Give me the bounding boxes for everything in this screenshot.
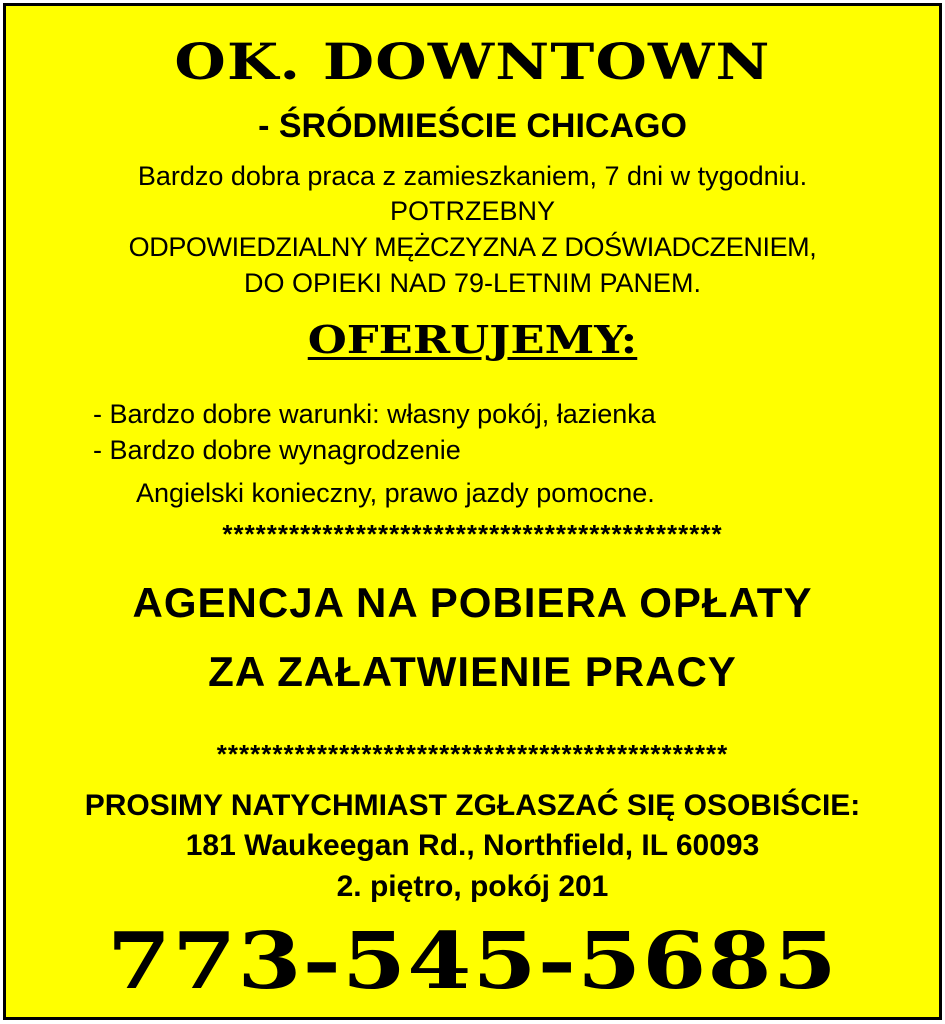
agency-notice-line-2: ZA ZAŁATWIENIE PRACY — [208, 648, 737, 695]
job-advertisement — [3, 3, 942, 1020]
intro-line-1: Bardzo dobra praca z zamieszkaniem, 7 dni w tygodniu. — [137, 161, 808, 191]
ad-title: OK. DOWNTOWN — [174, 32, 771, 91]
intro-line-3: ODPOWIEDZIALNY MĘŻCZYZNA Z DOŚWIADCZENIEM, — [128, 232, 817, 262]
asterisk-divider: ********************************************** — [216, 739, 729, 769]
intro-line-4: DO OPIEKI NAD 79-LETNIM PANEM. — [243, 268, 702, 298]
asterisk-divider: ********************************************* — [222, 519, 723, 549]
offer-requirements: Angielski konieczny, prawo jazdy pomocne. — [136, 478, 655, 508]
agency-notice-line-1: AGENCJA NA POBIERA OPŁATY — [132, 579, 813, 626]
offer-item-salary: - Bardzo dobre wynagrodzenie — [93, 435, 461, 465]
intro-line-2: POTRZEBNY — [389, 196, 556, 226]
offer-item-conditions: - Bardzo dobre warunki: własny pokój, łazienka — [93, 399, 656, 429]
phone-number: 773-545-5685 — [106, 916, 838, 1007]
contact-address: 181 Waukeegan Rd., Northfield, IL 60093 — [185, 829, 760, 862]
contact-instruction: PROSIMY NATYCHMIAST ZGŁASZAĆ SIĘ OSOBIŚCIE: — [84, 789, 861, 822]
contact-floor-room: 2. piętro, pokój 201 — [336, 870, 609, 903]
offer-heading: OFERUJEMY: — [307, 317, 638, 362]
ad-subtitle: - ŚRÓDMIEŚCIE CHICAGO — [258, 107, 687, 145]
